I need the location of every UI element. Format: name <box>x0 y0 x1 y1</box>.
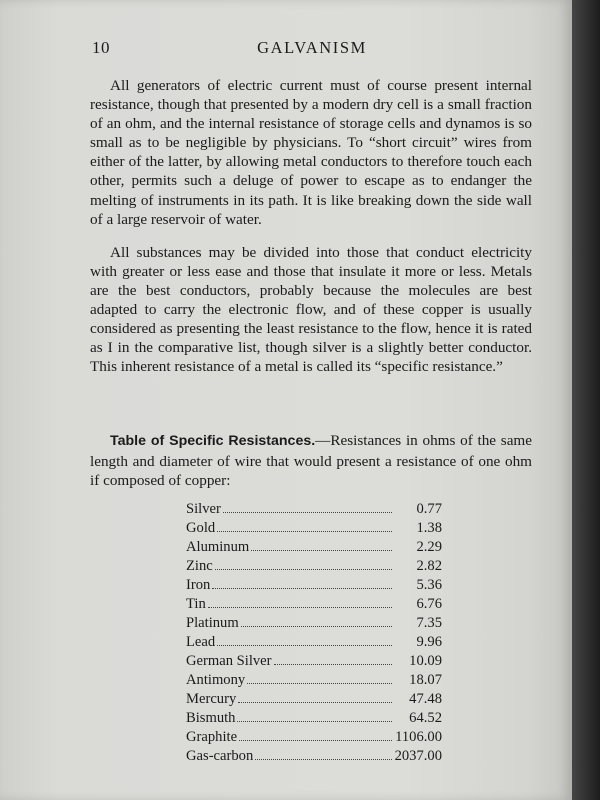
table-row <box>186 501 442 520</box>
material-name: Silver <box>186 501 221 517</box>
dot-leader <box>247 683 392 684</box>
table-row <box>186 748 442 767</box>
resistance-value: 2.29 <box>416 539 442 555</box>
material-name: Tin <box>186 596 206 612</box>
material-name: Iron <box>186 577 211 593</box>
table-row <box>186 520 442 539</box>
table-row <box>186 577 442 596</box>
resistance-value: 0.77 <box>416 501 442 517</box>
table-row <box>186 634 442 653</box>
page-number: 10 <box>92 38 110 57</box>
resistance-value: 1106.00 <box>395 729 442 745</box>
material-name: Antimony <box>186 672 246 688</box>
page-edge-shadow <box>572 0 600 800</box>
table-intro <box>90 431 532 491</box>
dot-leader <box>217 531 392 532</box>
resistance-value: 2037.00 <box>394 748 442 764</box>
table-description: —Resistances in ohms of the same length and diameter of wire that would present a resistance of one ohm if composed of copper: <box>90 432 532 489</box>
table-row <box>186 729 442 748</box>
table-row <box>186 710 442 729</box>
resistance-value: 18.07 <box>409 672 442 688</box>
dot-leader <box>251 550 392 551</box>
material-name: German Silver <box>186 653 272 669</box>
resistance-value: 47.48 <box>409 691 442 707</box>
dot-leader <box>238 702 392 703</box>
resistance-value: 9.96 <box>416 634 442 650</box>
table-row <box>186 653 442 672</box>
dot-leader <box>274 664 392 665</box>
material-name: Aluminum <box>186 539 250 555</box>
resistance-value: 10.09 <box>409 653 442 669</box>
material-name: Gold <box>186 520 216 536</box>
body-text <box>90 76 532 376</box>
page-header <box>92 38 532 62</box>
resistance-table <box>186 501 442 767</box>
table-title: Table of Specific Resistances. <box>110 433 316 449</box>
table-row <box>186 691 442 710</box>
dot-leader <box>255 759 392 760</box>
dot-leader <box>217 645 392 646</box>
material-name: Gas-carbon <box>186 748 254 764</box>
resistance-value: 2.82 <box>416 558 442 574</box>
dot-leader <box>241 626 392 627</box>
dot-leader <box>212 588 392 589</box>
table-row <box>186 558 442 577</box>
material-name: Zinc <box>186 558 213 574</box>
material-name: Platinum <box>186 615 239 631</box>
table-row <box>186 672 442 691</box>
table-row <box>186 615 442 634</box>
dot-leader <box>208 607 392 608</box>
material-name: Graphite <box>186 729 238 745</box>
paragraph: All substances may be divided into those that conduct electricity with greater or less ease and those that insulate it more or less. Metals are the best conductors, probably because the molecules are best adapted to carry the electronic flow, and of these copper is usually considered as presenting the least resistance to the flow, hence it is rated as I in the comparative list, though silver is a slightly better conductor. This inherent resistance of a metal is called its “specific resistance.” <box>90 243 532 376</box>
resistance-value: 64.52 <box>409 710 442 726</box>
resistance-value: 5.36 <box>416 577 442 593</box>
dot-leader <box>237 721 392 722</box>
table-row <box>186 539 442 558</box>
dot-leader <box>239 740 392 741</box>
material-name: Bismuth <box>186 710 236 726</box>
resistance-value: 1.38 <box>416 520 442 536</box>
table-row <box>186 596 442 615</box>
material-name: Mercury <box>186 691 237 707</box>
running-head: GALVANISM <box>257 38 367 57</box>
paragraph: All generators of electric current must of course present internal resistance, though that presented by a modern dry cell is a small fraction of an ohm, and the internal resistance of storage cells and dynamos is so small as to be negligible by physicians. To “short circuit” wires from either of the latter, by allowing metal conductors to therefore touch each other, permits such a deluge of power to escape as to endanger the melting of instruments in its path. It is like breaking down the side wall of a large reservoir of water. <box>90 77 532 228</box>
resistance-value: 7.35 <box>416 615 442 631</box>
resistance-value: 6.76 <box>416 596 442 612</box>
material-name: Lead <box>186 634 216 650</box>
dot-leader <box>215 569 392 570</box>
dot-leader <box>223 512 392 513</box>
